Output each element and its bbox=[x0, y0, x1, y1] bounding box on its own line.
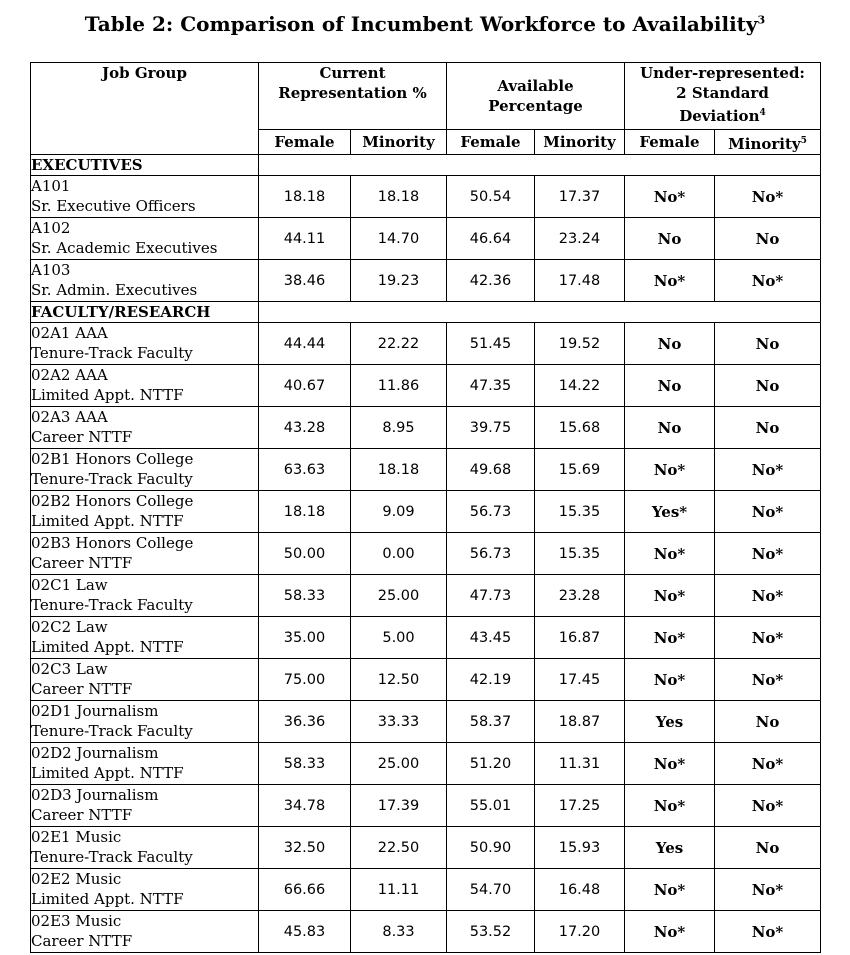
section-label: EXECUTIVES bbox=[31, 155, 259, 176]
under-female-cell: No* bbox=[625, 575, 715, 617]
section-label: FACULTY/RESEARCH bbox=[31, 302, 259, 323]
job-group-cell bbox=[31, 323, 259, 365]
available-female-cell: 42.19 bbox=[447, 659, 535, 701]
job-group-cell bbox=[31, 365, 259, 407]
job-group-cell bbox=[31, 911, 259, 953]
current-minority-cell: 19.23 bbox=[351, 260, 447, 302]
available-minority-cell: 15.69 bbox=[535, 449, 625, 491]
under-minority-cell: No* bbox=[715, 617, 821, 659]
current-female-cell: 44.44 bbox=[259, 323, 351, 365]
under-female-cell: No* bbox=[625, 176, 715, 218]
available-minority-cell: 17.20 bbox=[535, 911, 625, 953]
available-minority-cell: 17.37 bbox=[535, 176, 625, 218]
job-code: 02B1 Honors College bbox=[31, 450, 194, 468]
available-female-cell: 54.70 bbox=[447, 869, 535, 911]
available-minority-cell: 14.22 bbox=[535, 365, 625, 407]
job-description: Sr. Admin. Executives bbox=[31, 281, 198, 299]
under-female-cell: No* bbox=[625, 260, 715, 302]
job-description: Career NTTF bbox=[31, 806, 133, 824]
current-minority-cell: 12.50 bbox=[351, 659, 447, 701]
available-female-header: Female bbox=[447, 130, 535, 155]
job-group-cell bbox=[31, 218, 259, 260]
job-group-cell bbox=[31, 617, 259, 659]
current-female-cell: 18.18 bbox=[259, 176, 351, 218]
job-group-cell bbox=[31, 701, 259, 743]
under-female-cell: No bbox=[625, 365, 715, 407]
available-female-cell: 55.01 bbox=[447, 785, 535, 827]
job-code: 02C2 Law bbox=[31, 618, 108, 636]
available-minority-header: Minority bbox=[535, 130, 625, 155]
table-row bbox=[31, 617, 821, 659]
job-description: Limited Appt. NTTF bbox=[31, 638, 184, 656]
under-female-cell: No* bbox=[625, 659, 715, 701]
job-description: Career NTTF bbox=[31, 680, 133, 698]
under-minority-cell: No* bbox=[715, 533, 821, 575]
current-female-cell: 34.78 bbox=[259, 785, 351, 827]
job-description: Tenure-Track Faculty bbox=[31, 596, 193, 614]
current-representation-header: Current Representation % bbox=[259, 63, 447, 130]
table-title: Table 2: Comparison of Incumbent Workforce to Availability$^3$ bbox=[84, 12, 766, 36]
table-body bbox=[31, 155, 821, 953]
available-female-cell: 46.64 bbox=[447, 218, 535, 260]
job-description: Career NTTF bbox=[31, 554, 133, 572]
under-female-cell: No* bbox=[625, 911, 715, 953]
job-description: Sr. Academic Executives bbox=[31, 239, 218, 257]
under-minority-cell: No* bbox=[715, 491, 821, 533]
job-description: Career NTTF bbox=[31, 932, 133, 950]
table-row bbox=[31, 659, 821, 701]
job-code: 02D1 Journalism bbox=[31, 702, 159, 720]
table-row bbox=[31, 911, 821, 953]
table-row bbox=[31, 365, 821, 407]
available-minority-cell: 17.25 bbox=[535, 785, 625, 827]
section-row bbox=[31, 155, 821, 176]
job-code: 02A2 AAA bbox=[31, 366, 108, 384]
available-female-cell: 50.54 bbox=[447, 176, 535, 218]
job-code: 02D3 Journalism bbox=[31, 786, 159, 804]
available-minority-cell: 11.31 bbox=[535, 743, 625, 785]
available-female-cell: 49.68 bbox=[447, 449, 535, 491]
available-percentage-header: Available Percentage bbox=[447, 63, 625, 130]
job-group-cell bbox=[31, 176, 259, 218]
current-female-cell: 40.67 bbox=[259, 365, 351, 407]
under-minority-cell: No* bbox=[715, 659, 821, 701]
available-female-cell: 51.45 bbox=[447, 323, 535, 365]
job-code: 02E1 Music bbox=[31, 828, 122, 846]
job-code: 02B3 Honors College bbox=[31, 534, 194, 552]
under-minority-cell: No* bbox=[715, 911, 821, 953]
under-female-cell: No* bbox=[625, 869, 715, 911]
current-female-header: Female bbox=[259, 130, 351, 155]
under-minority-header: Minority$^5$ bbox=[715, 130, 821, 155]
current-female-cell: 36.36 bbox=[259, 701, 351, 743]
job-description: Tenure-Track Faculty bbox=[31, 722, 193, 740]
current-minority-cell: 8.33 bbox=[351, 911, 447, 953]
current-female-cell: 63.63 bbox=[259, 449, 351, 491]
table-row bbox=[31, 260, 821, 302]
section-spacer bbox=[259, 302, 821, 323]
under-female-cell: No* bbox=[625, 449, 715, 491]
current-female-cell: 18.18 bbox=[259, 491, 351, 533]
title-footnote: 3 bbox=[757, 13, 766, 27]
current-female-cell: 75.00 bbox=[259, 659, 351, 701]
table-row bbox=[31, 491, 821, 533]
table-row bbox=[31, 323, 821, 365]
job-group-cell bbox=[31, 449, 259, 491]
table-row bbox=[31, 218, 821, 260]
job-description: Tenure-Track Faculty bbox=[31, 470, 193, 488]
under-female-cell: Yes bbox=[625, 701, 715, 743]
current-minority-cell: 22.22 bbox=[351, 323, 447, 365]
current-minority-cell: 11.11 bbox=[351, 869, 447, 911]
current-female-cell: 35.00 bbox=[259, 617, 351, 659]
table-row bbox=[31, 533, 821, 575]
available-minority-cell: 15.93 bbox=[535, 827, 625, 869]
available-minority-cell: 15.68 bbox=[535, 407, 625, 449]
table-row bbox=[31, 827, 821, 869]
under-minority-cell: No* bbox=[715, 260, 821, 302]
job-description: Limited Appt. NTTF bbox=[31, 512, 184, 530]
available-female-cell: 58.37 bbox=[447, 701, 535, 743]
table-row bbox=[31, 785, 821, 827]
available-minority-cell: 17.45 bbox=[535, 659, 625, 701]
current-female-cell: 58.33 bbox=[259, 575, 351, 617]
job-code: A101 bbox=[31, 177, 71, 195]
current-female-cell: 38.46 bbox=[259, 260, 351, 302]
available-female-cell: 42.36 bbox=[447, 260, 535, 302]
under-minority-cell: No* bbox=[715, 869, 821, 911]
job-code: 02B2 Honors College bbox=[31, 492, 194, 510]
available-female-cell: 53.52 bbox=[447, 911, 535, 953]
job-group-cell bbox=[31, 743, 259, 785]
job-code: 02A3 AAA bbox=[31, 408, 108, 426]
under-minority-cell: No* bbox=[715, 176, 821, 218]
current-female-cell: 44.11 bbox=[259, 218, 351, 260]
job-code: 02D2 Journalism bbox=[31, 744, 159, 762]
under-female-cell: No* bbox=[625, 785, 715, 827]
job-description: Limited Appt. NTTF bbox=[31, 890, 184, 908]
under-minority-cell: No bbox=[715, 827, 821, 869]
under-female-cell: No bbox=[625, 407, 715, 449]
current-minority-cell: 25.00 bbox=[351, 575, 447, 617]
job-group-cell bbox=[31, 827, 259, 869]
available-female-cell: 43.45 bbox=[447, 617, 535, 659]
under-minority-cell: No bbox=[715, 701, 821, 743]
job-code: A102 bbox=[31, 219, 71, 237]
current-female-cell: 50.00 bbox=[259, 533, 351, 575]
under-minority-cell: No bbox=[715, 407, 821, 449]
under-female-cell: No* bbox=[625, 617, 715, 659]
current-female-cell: 58.33 bbox=[259, 743, 351, 785]
under-minority-cell: No* bbox=[715, 449, 821, 491]
under-minority-cell: No* bbox=[715, 575, 821, 617]
job-group-cell bbox=[31, 869, 259, 911]
job-description: Tenure-Track Faculty bbox=[31, 344, 193, 362]
table-row bbox=[31, 449, 821, 491]
available-minority-cell: 15.35 bbox=[535, 491, 625, 533]
job-code: 02E2 Music bbox=[31, 870, 122, 888]
under-minority-cell: No bbox=[715, 365, 821, 407]
table-row bbox=[31, 407, 821, 449]
current-female-cell: 66.66 bbox=[259, 869, 351, 911]
available-minority-cell: 19.52 bbox=[535, 323, 625, 365]
available-female-cell: 47.73 bbox=[447, 575, 535, 617]
available-female-cell: 51.20 bbox=[447, 743, 535, 785]
available-minority-cell: 16.48 bbox=[535, 869, 625, 911]
job-group-cell bbox=[31, 659, 259, 701]
under-represented-header: Under-represented: 2 Standard Deviation$^4$ bbox=[625, 63, 821, 130]
current-minority-cell: 33.33 bbox=[351, 701, 447, 743]
available-female-cell: 50.90 bbox=[447, 827, 535, 869]
workforce-comparison-table bbox=[30, 62, 821, 953]
current-minority-cell: 17.39 bbox=[351, 785, 447, 827]
available-female-cell: 56.73 bbox=[447, 491, 535, 533]
current-minority-cell: 8.95 bbox=[351, 407, 447, 449]
job-code: A103 bbox=[31, 261, 71, 279]
available-female-cell: 56.73 bbox=[447, 533, 535, 575]
under-female-cell: No bbox=[625, 323, 715, 365]
under-female-cell: No* bbox=[625, 743, 715, 785]
table-row bbox=[31, 869, 821, 911]
available-female-cell: 47.35 bbox=[447, 365, 535, 407]
current-female-cell: 32.50 bbox=[259, 827, 351, 869]
table-row bbox=[31, 701, 821, 743]
job-code: 02E3 Music bbox=[31, 912, 122, 930]
available-minority-cell: 17.48 bbox=[535, 260, 625, 302]
job-description: Tenure-Track Faculty bbox=[31, 848, 193, 866]
under-minority-cell: No bbox=[715, 323, 821, 365]
under-minority-cell: No* bbox=[715, 785, 821, 827]
available-minority-cell: 18.87 bbox=[535, 701, 625, 743]
under-female-header: Female bbox=[625, 130, 715, 155]
current-minority-cell: 9.09 bbox=[351, 491, 447, 533]
job-description: Sr. Executive Officers bbox=[31, 197, 196, 215]
job-code: 02C3 Law bbox=[31, 660, 108, 678]
job-code: 02A1 AAA bbox=[31, 324, 108, 342]
job-group-cell bbox=[31, 407, 259, 449]
current-female-cell: 43.28 bbox=[259, 407, 351, 449]
table-row bbox=[31, 743, 821, 785]
job-group-cell bbox=[31, 785, 259, 827]
section-row bbox=[31, 302, 821, 323]
current-minority-cell: 18.18 bbox=[351, 449, 447, 491]
section-spacer bbox=[259, 155, 821, 176]
job-group-cell bbox=[31, 533, 259, 575]
available-minority-cell: 16.87 bbox=[535, 617, 625, 659]
job-description: Limited Appt. NTTF bbox=[31, 764, 184, 782]
current-minority-cell: 22.50 bbox=[351, 827, 447, 869]
current-minority-cell: 18.18 bbox=[351, 176, 447, 218]
job-group-header-spacer bbox=[31, 130, 259, 155]
current-female-cell: 45.83 bbox=[259, 911, 351, 953]
under-female-cell: No bbox=[625, 218, 715, 260]
job-group-header: Job Group bbox=[31, 63, 259, 130]
under-minority-cell: No* bbox=[715, 743, 821, 785]
table-row bbox=[31, 176, 821, 218]
under-minority-cell: No bbox=[715, 218, 821, 260]
current-minority-cell: 25.00 bbox=[351, 743, 447, 785]
job-group-cell bbox=[31, 491, 259, 533]
job-description: Limited Appt. NTTF bbox=[31, 386, 184, 404]
current-minority-cell: 0.00 bbox=[351, 533, 447, 575]
under-female-cell: Yes* bbox=[625, 491, 715, 533]
under-female-cell: No* bbox=[625, 533, 715, 575]
current-minority-cell: 14.70 bbox=[351, 218, 447, 260]
under-female-cell: Yes bbox=[625, 827, 715, 869]
available-female-cell: 39.75 bbox=[447, 407, 535, 449]
current-minority-cell: 5.00 bbox=[351, 617, 447, 659]
available-minority-cell: 23.28 bbox=[535, 575, 625, 617]
table-row bbox=[31, 575, 821, 617]
job-group-cell bbox=[31, 575, 259, 617]
current-minority-header: Minority bbox=[351, 130, 447, 155]
job-group-cell bbox=[31, 260, 259, 302]
current-minority-cell: 11.86 bbox=[351, 365, 447, 407]
available-minority-cell: 15.35 bbox=[535, 533, 625, 575]
job-code: 02C1 Law bbox=[31, 576, 108, 594]
available-minority-cell: 23.24 bbox=[535, 218, 625, 260]
job-description: Career NTTF bbox=[31, 428, 133, 446]
